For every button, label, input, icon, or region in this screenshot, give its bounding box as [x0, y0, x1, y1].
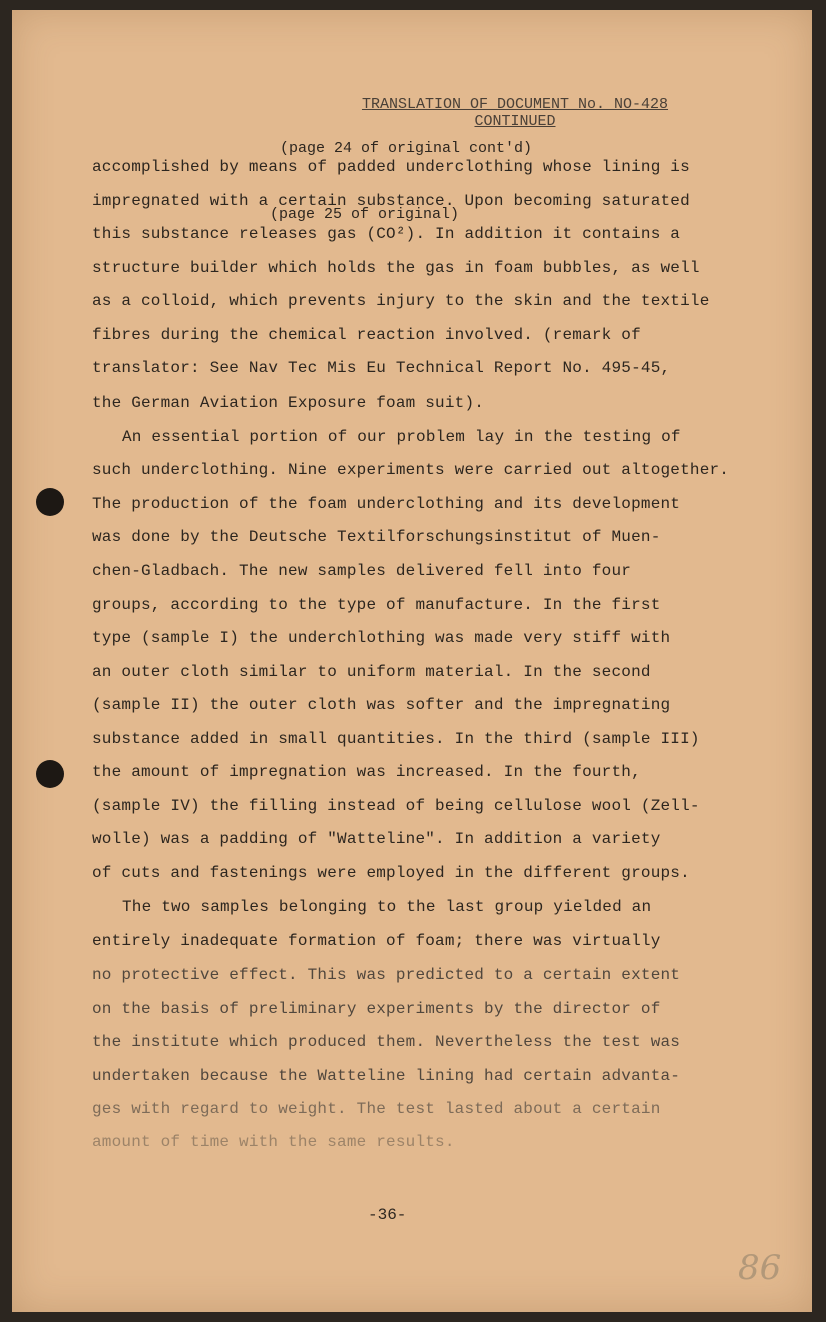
text-line-26: on the basis of preliminary experiments by the director of — [92, 1000, 661, 1018]
text-line-17: (sample II) the outer cloth was softer and the impregnating — [92, 696, 671, 714]
text-line-12: was done by the Deutsche Textilforschungsinstitut of Muen- — [92, 528, 661, 546]
text-line-14: groups, according to the type of manufacture. In the first — [92, 596, 661, 614]
text-line-2: impregnated with a certain substance. Upon becoming saturated — [92, 192, 690, 210]
text-line-19: the amount of impregnation was increased. In the fourth, — [92, 763, 641, 781]
text-line-29: ges with regard to weight. The test lasted about a certain — [92, 1100, 661, 1118]
text-line-9: An essential portion of our problem lay in the testing of — [122, 428, 681, 446]
text-line-10: such underclothing. Nine experiments were carried out altogether. — [92, 461, 730, 479]
page-note-24: (page 24 of original cont'd) — [280, 140, 533, 157]
text-line-16: an outer cloth similar to uniform material. In the second — [92, 663, 651, 681]
page-number: -36- — [368, 1206, 407, 1224]
text-line-24: entirely inadequate formation of foam; there was virtually — [92, 932, 661, 950]
text-line-15: type (sample I) the underchlothing was made very stiff with — [92, 629, 671, 647]
text-line-25: no protective effect. This was predicted to a certain extent — [92, 966, 681, 984]
document-header — [330, 96, 700, 130]
handwritten-page-number: 86 — [738, 1248, 782, 1288]
punch-hole-top — [36, 488, 64, 516]
text-line-6: fibres during the chemical reaction involved. (remark of — [92, 326, 641, 344]
text-line-1: accomplished by means of padded underclothing whose lining is — [92, 158, 690, 176]
text-line-5: as a colloid, which prevents injury to the skin and the textile — [92, 292, 710, 310]
text-line-20: (sample IV) the filling instead of being cellulose wool (Zell- — [92, 797, 700, 815]
text-line-28: undertaken because the Watteline lining had certain advanta- — [92, 1067, 681, 1085]
text-line-11: The production of the foam underclothing and its development — [92, 495, 681, 513]
text-line-30: amount of time with the same results. — [92, 1133, 455, 1151]
text-line-18: substance added in small quantities. In the third (sample III) — [92, 730, 700, 748]
text-line-3: this substance releases gas (CO²). In addition it contains a — [92, 225, 681, 243]
text-line-4: structure builder which holds the gas in foam bubbles, as well — [92, 259, 700, 277]
punch-hole-bottom — [36, 760, 64, 788]
header-title: TRANSLATION OF DOCUMENT No. NO-428 — [361, 96, 669, 113]
text-line-23: The two samples belonging to the last group yielded an — [122, 898, 652, 916]
text-line-7: translator: See Nav Tec Mis Eu Technical Report No. 495-45, — [92, 359, 671, 377]
text-line-8: the German Aviation Exposure foam suit). — [92, 394, 485, 412]
text-line-13: chen-Gladbach. The new samples delivered fell into four — [92, 562, 632, 580]
header-subtitle: CONTINUED — [474, 113, 556, 130]
text-line-27: the institute which produced them. Nevertheless the test was — [92, 1033, 681, 1051]
text-line-22: of cuts and fastenings were employed in the different groups. — [92, 864, 690, 882]
text-line-21: wolle) was a padding of "Watteline". In addition a variety — [92, 830, 661, 848]
page-note-25: (page 25 of original) — [270, 206, 460, 223]
